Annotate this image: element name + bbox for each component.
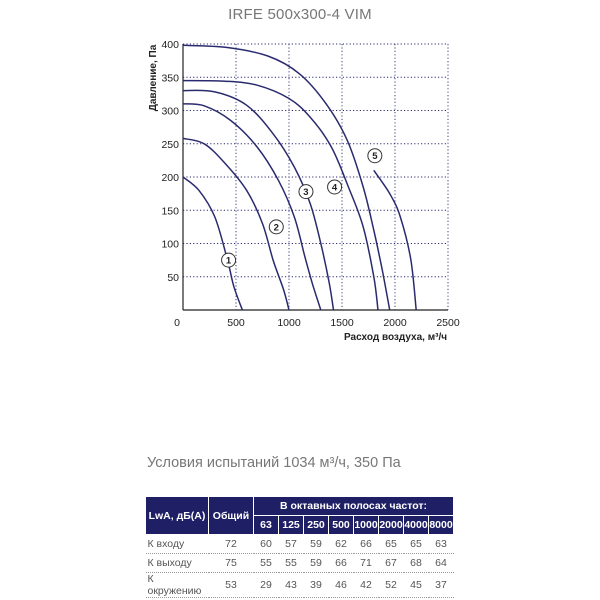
octave-value: 64 (429, 554, 454, 573)
header-total: Общий (209, 497, 254, 535)
chart-title: IRFE 500x300-4 VIM (228, 6, 372, 23)
table-row (146, 573, 454, 598)
octave-value: 55 (279, 554, 304, 573)
row-total: 72 (209, 535, 254, 554)
freq-header: 250 (304, 516, 329, 535)
freq-header: 63 (254, 516, 279, 535)
freq-header: 125 (279, 516, 304, 535)
y-tick-label: 250 (161, 138, 179, 151)
test-conditions: Условия испытаний 1034 м³/ч, 350 Па (147, 455, 401, 471)
y-tick-label: 50 (167, 271, 179, 284)
octave-value: 43 (279, 573, 304, 598)
octave-value: 62 (329, 535, 354, 554)
octave-value: 67 (379, 554, 404, 573)
x-tick-label: 2500 (436, 317, 460, 329)
row-label: К входу (146, 535, 209, 554)
y-tick-label: 200 (161, 172, 179, 184)
y-tick-label: 300 (161, 105, 179, 118)
octave-value: 71 (354, 554, 379, 573)
row-label: К выходу (146, 554, 209, 573)
curve-label-4: 4 (331, 182, 338, 194)
octave-value: 45 (404, 573, 429, 598)
curve-3 (183, 104, 321, 310)
octave-value: 65 (404, 535, 429, 554)
octave-value: 59 (304, 535, 329, 554)
y-tick-label: 400 (161, 39, 179, 51)
octave-value: 55 (254, 554, 279, 573)
x-tick-label: 2000 (383, 317, 407, 329)
x-tick-label: 500 (227, 317, 245, 329)
freq-header: 4000 (404, 516, 429, 535)
curve-1 (183, 177, 242, 310)
freq-header: 2000 (379, 516, 404, 535)
y-tick-label: 100 (161, 238, 179, 251)
curve-label-2: 2 (273, 222, 279, 234)
row-total: 75 (209, 554, 254, 573)
octave-value: 65 (379, 535, 404, 554)
octave-value: 57 (279, 535, 304, 554)
octave-value: 37 (429, 573, 454, 598)
curve-aux-5 (183, 81, 378, 310)
freq-header: 500 (329, 516, 354, 535)
x-axis-title: Расход воздуха, м³/ч (344, 332, 448, 343)
y-axis-title: Давление, Па (148, 44, 159, 112)
octave-value: 59 (304, 554, 329, 573)
octave-value: 29 (254, 573, 279, 598)
x-tick-label: 0 (174, 317, 180, 329)
octave-value: 46 (329, 573, 354, 598)
row-total: 53 (209, 573, 254, 598)
x-tick-label: 1000 (277, 317, 301, 329)
octave-value: 42 (354, 573, 379, 598)
table-row (146, 554, 454, 573)
freq-header: 8000 (429, 516, 454, 535)
table-row (146, 535, 454, 554)
y-tick-label: 150 (161, 205, 179, 218)
octave-value: 66 (329, 554, 354, 573)
curve-label-3: 3 (303, 187, 309, 199)
curve-label-1: 1 (225, 255, 232, 267)
octave-value: 66 (354, 535, 379, 554)
octave-value: 39 (304, 573, 329, 598)
row-label: К окружению (146, 573, 209, 598)
header-octave: В октавных полосах частот: (254, 497, 454, 516)
curve-label-5: 5 (372, 151, 378, 163)
sound-power-table (145, 496, 454, 598)
header-lwa: LwA, дБ(A) (146, 497, 209, 535)
curve-5 (183, 45, 390, 310)
y-tick-label: 350 (161, 72, 179, 85)
octave-value: 60 (254, 535, 279, 554)
octave-value: 63 (429, 535, 454, 554)
x-tick-label: 1500 (330, 317, 354, 329)
octave-value: 52 (379, 573, 404, 598)
octave-value: 68 (404, 554, 429, 573)
freq-header: 1000 (354, 516, 379, 535)
